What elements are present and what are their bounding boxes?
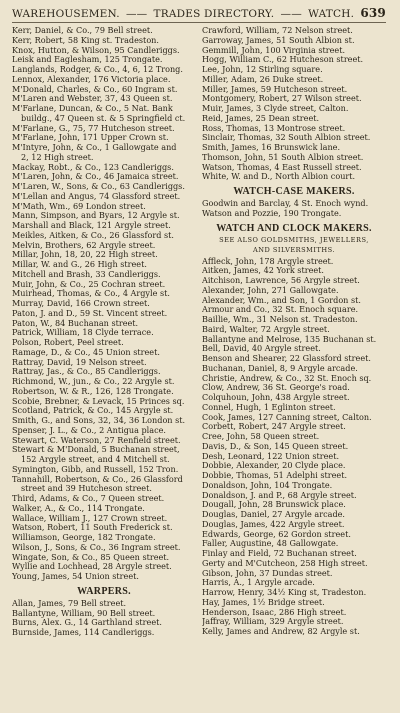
directory-entry: Langlands, Rodger, & Co., 4, 6, 12 Trong. [12, 65, 183, 74]
directory-entry: Affleck, John, 178 Argyle street. [202, 256, 334, 266]
directory-entry: Stewart & M'Donald, 5 Buchanan street, [12, 445, 180, 455]
directory-entry: Williamson, George, 182 Trongate. [12, 533, 156, 542]
directory-entry: Paton, J. and D., 59 St. Vincent street. [12, 308, 168, 318]
directory-entry: Gerty and M'Cutcheon, 258 High street. [202, 558, 368, 568]
directory-entry: Melvin, Brothers, 62 Argyle street. [12, 240, 156, 250]
directory-entry: Christie, Andrew, & Co., 32 St. Enoch sq. [202, 373, 372, 383]
directory-entry: Patrick, William, 18 Clyde terrace. [12, 328, 154, 338]
directory-entry: Ross, Thomas, 13 Montrose street. [202, 123, 346, 133]
directory-entry: Wyllie and Lochhead, 28 Argyle street. [12, 562, 172, 572]
directory-entry: Rattray, Jas., & Co., 85 Candleriggs. [12, 367, 161, 377]
directory-entry: Wingate, Son, & Co., 85 Queen street. [12, 552, 170, 562]
directory-entry: Stewart, C. Waterson, 27 Renfield street. [12, 435, 181, 445]
header-left: WAREHOUSEMEN. [12, 8, 120, 20]
section-heading-warpers: WARPERS. [77, 585, 131, 597]
directory-entry: Paton, W., 84 Buchanan street. [12, 318, 139, 328]
directory-entry: Armour and Co., 32 St. Enoch square. [202, 305, 359, 315]
watch-case-makers-list [202, 199, 386, 219]
directory-entry: Ballantyne and Melrose, 135 Buchanan st. [202, 334, 377, 344]
directory-entry: Lennox, Alexander, 176 Victoria place. [12, 74, 171, 84]
directory-entry: Reid, James, 25 Dean street. [202, 113, 320, 123]
warehousemen-list [12, 26, 196, 582]
cross-reference-note-line-1: SEE ALSO GOLDSMITHS, JEWELLERS, [219, 235, 369, 244]
header-center: TRADES DIRECTORY. [153, 8, 275, 20]
directory-entry: Symington, Gibb, and Russell, 152 Tron. [12, 464, 179, 474]
directory-entry: Miller, James, 59 Hutcheson street. [202, 84, 348, 94]
directory-entry: Douglas, James, 422 Argyle street. [202, 519, 345, 529]
directory-entry: Mann, Simpson, and Byars, 12 Argyle st. [12, 211, 180, 221]
directory-entry: Murray, David, 166 Crown street. [12, 299, 150, 308]
directory-entry: Finlay and Field, 72 Buchanan street. [202, 549, 357, 558]
directory-entry: Mackay, Robt., & Co., 123 Candleriggs. [12, 162, 174, 172]
directory-entry: Harrow, Henry, 34½ King st, Tradeston. [202, 588, 367, 597]
directory-entry: Lee, John, 12 Stirling square. [202, 65, 323, 74]
directory-entry: M'Math, Wm., 69 London street. [12, 201, 146, 211]
directory-entry: Millar, W. and G., 26 High street. [12, 260, 147, 269]
directory-entry: Faller, Augustine, 48 Gallowgate. [202, 539, 339, 549]
directory-entry: Third, Adams, & Co., 7 Queen street. [12, 494, 165, 503]
directory-entry: Marshall and Black, 121 Argyle street. [12, 221, 171, 230]
directory-entry: M'Farlane, G., 75, 77 Hutcheson street. [12, 123, 175, 133]
directory-entry: White, W. and D., North Albion court. [202, 172, 356, 182]
directory-entry: Davis, D., & Son, 145 Queen street. [202, 441, 349, 451]
header-rule [12, 22, 386, 23]
directory-entry: Richmond, W., jun., & Co., 22 Argyle st. [12, 377, 175, 386]
directory-entry: Alexander, Wm., and Son, 1 Gordon st. [202, 295, 361, 305]
section-heading-watch-case-makers: WATCH-CASE MAKERS. [233, 186, 355, 197]
directory-entry: Cree, John, 58 Queen street. [202, 432, 320, 441]
directory-entry: Polson, Robert, Peel street. [12, 338, 124, 347]
directory-entry: Garroway, James, 51 South Albion st. [202, 35, 355, 45]
directory-entry: Young, James, 54 Union street. [12, 572, 139, 581]
directory-entry: Millar, John, 18, 20, 22 High street. [12, 250, 158, 260]
directory-entry: Ramage, D., & Co., 45 Union street. [12, 347, 160, 357]
directory-entry: M'Laren and Webster, 37, 43 Queen st. [12, 94, 173, 104]
directory-entry: Muirhead, Thomas, & Co., 4 Argyle st. [12, 289, 170, 299]
watch-and-clock-makers-list [202, 257, 386, 637]
directory-entry: Wallace, William J., 127 Crown street. [12, 513, 168, 523]
directory-entry: Burnside, James, 114 Candleriggs. [12, 628, 155, 637]
directory-entry: Muir, John, & Co., 25 Cochran street. [12, 279, 166, 289]
directory-entry: Kelly, James and Andrew, 82 Argyle st. [202, 627, 360, 636]
header-dash-2: —— [280, 8, 302, 20]
directory-entry: Allan, James, 79 Bell street. [12, 598, 127, 608]
section-heading-watch-and-clock-makers: WATCH AND CLOCK MAKERS. [216, 222, 372, 234]
directory-entry: Cook, James, 127 Canning street, Calton. [202, 412, 372, 422]
directory-entry: Corbett, Robert, 247 Argyle street. [202, 422, 346, 432]
directory-entry: Watson, Robert, 11 South Frederick st. [12, 523, 173, 533]
directory-entry: Kerr, Daniel, & Co., 79 Bell street. [12, 26, 153, 35]
directory-entry: Aitchison, Lawrence, 56 Argyle street. [202, 276, 360, 285]
directory-entry: Wilson, J., Sons, & Co., 36 Ingram street. [12, 542, 181, 552]
directory-entry: Dobbie, Thomas, 51 Adelphi street. [202, 471, 348, 480]
directory-entry: Aitken, James, 42 York street. [202, 266, 324, 276]
directory-entry: Smith, James, 16 Brunswick lane. [202, 143, 341, 152]
directory-entry: Miller, Adam, 26 Duke street. [202, 74, 324, 84]
running-head [12, 6, 386, 20]
directory-entry: Sinclair, Thomas, 32 South Albion street. [202, 133, 371, 143]
directory-entry: Benson and Shearer, 22 Glassford street. [202, 354, 371, 363]
directory-entry: Baillie, Wm., 31 Nelson st. Tradeston. [202, 315, 358, 324]
directory-entry: Spenser, J. L., & Co., 2 Antigua place. [12, 425, 166, 435]
directory-entry: Kerr, Robert, 58 King st. Tradeston. [12, 35, 159, 45]
directory-entry: Bell, David, 40 Argyle street. [202, 344, 321, 354]
directory-entry: Thomson, John, 51 South Albion street. [202, 152, 364, 162]
directory-entry: Baird, Walter, 72 Argyle street. [202, 324, 330, 334]
directory-entry: M'Farlane, John, 171 Upper Crown st. [12, 133, 169, 143]
directory-entry: Muir, James, 3 Clyde street, Calton. [202, 104, 349, 113]
directory-entry: M'Donald, Charles, & Co., 60 Ingram st. [12, 84, 178, 94]
directory-entry: Hay, James, 1½ Bridge street. [202, 597, 325, 607]
directory-entry: Leisk and Eaglesham, 125 Trongate. [12, 55, 163, 65]
directory-entry: Dougall, John, 28 Brunswick place. [202, 500, 346, 510]
directory-entry: buildg., 47 Queen st. & 5 Springfield ct. [21, 113, 186, 123]
directory-entry: Montgomery, Robert, 27 Wilson street. [202, 94, 362, 104]
columns [12, 26, 386, 638]
directory-entry: M'Farlane, Duncan, & Co., 5 Nat. Bank [12, 104, 173, 113]
page-number: 639 [360, 6, 386, 20]
directory-entry: Donaldson, J. and P., 68 Argyle street. [202, 490, 357, 500]
directory-entry: M'Intyre, John, & Co., 1 Gallowgate and [12, 143, 177, 152]
directory-entry: Clow, Andrew, 36 St. George's road. [202, 383, 350, 393]
directory-entry: Watson, Thomas, 4 East Russell street. [202, 162, 362, 172]
directory-entry: Alexander, John, 271 Gallowgate. [202, 285, 339, 295]
directory-entry: Desh, Leonard, 122 Union street. [202, 451, 340, 461]
directory-entry: Dobbie, Alexander, 20 Clyde place. [202, 461, 346, 471]
directory-entry: Hogg, William C., 62 Hutcheson street. [202, 55, 364, 65]
directory-entry: street and 39 Hutcheson street. [21, 484, 152, 494]
header-dash-1: —— [125, 8, 148, 20]
directory-entry: 152 Argyle street, and 4 Mitchell st. [21, 455, 170, 464]
directory-entry: Knox, Hutton, & Wilson, 95 Candleriggs. [12, 45, 180, 55]
directory-entry: Ballantyne, William, 90 Bell street. [12, 608, 156, 618]
directory-entry: Gibson, John, 37 Dundas street. [202, 568, 333, 578]
directory-entry: M'Laren, John, & Co., 46 Jamaica street. [12, 172, 179, 182]
directory-entry: Scotland, Patrick, & Co., 145 Argyle st. [12, 406, 174, 416]
directory-entry: Rattray, David, 19 Nelson street. [12, 357, 147, 367]
directory-entry: Mitchell and Brash, 33 Candleriggs. [12, 269, 161, 279]
directory-entry: M'Lellan and Angus, 74 Glassford street. [12, 191, 181, 201]
header-right: WATCH. [308, 8, 355, 20]
directory-entry: Douglas, Daniel, 27 Argyle arcade. [202, 510, 345, 519]
directory-entry: Smith, G., and Sons, 32, 34, 36 London st. [12, 416, 186, 425]
directory-entry: Connel, Hugh, 1 Eglinton street. [202, 402, 336, 412]
directory-entry: Meikles, Aitken, & Co., 26 Glassford st. [12, 230, 174, 240]
directory-entry: Colquhoun, John, 438 Argyle street. [202, 393, 350, 402]
right-column [202, 26, 386, 638]
directory-entry: Edwards, George, 62 Gordon street. [202, 529, 351, 539]
directory-entry: Donaldson, John, 104 Trongate. [202, 480, 333, 490]
cross-reference-note-line-2: AND SILVERSMITHS. [252, 246, 336, 254]
directory-entry: Scobie, Brebner, & Levack, 15 Princes sq. [12, 396, 185, 406]
directory-entry: Watson and Pozzie, 190 Trongate. [202, 208, 342, 218]
directory-entry: Burns, Alex. G., 14 Garthland street. [12, 618, 162, 628]
warpers-list [12, 599, 196, 638]
directory-entry: Harris, A., 1 Argyle arcade. [202, 578, 315, 588]
directory-entry: Robertson, W. & R., 126, 128 Trongate. [12, 386, 174, 396]
directory-entry: Tannahill, Robertson, & Co., 26 Glassford [12, 474, 183, 484]
left-column [12, 26, 196, 638]
warpers-continued-list [202, 26, 386, 182]
directory-entry: Henderson, Isaac, 286 High street. [202, 607, 347, 617]
directory-entry: Walker, A., & Co., 114 Trongate. [12, 503, 145, 513]
directory-entry: M'Laren, W., Sons, & Co., 63 Candleriggs. [12, 182, 185, 191]
directory-entry: Buchanan, Daniel, 8, 9 Argyle arcade. [202, 363, 358, 373]
directory-entry: Goodwin and Barclay, 4 St. Enoch wynd. [202, 199, 369, 208]
directory-entry: Jaffray, William, 329 Argyle street. [202, 617, 344, 627]
directory-entry: Gemmill, John, 100 Virginia street. [202, 45, 346, 55]
directory-entry: 2, 12 High street. [21, 152, 94, 162]
directory-entry: Crawford, William, 72 Nelson street. [202, 26, 353, 35]
